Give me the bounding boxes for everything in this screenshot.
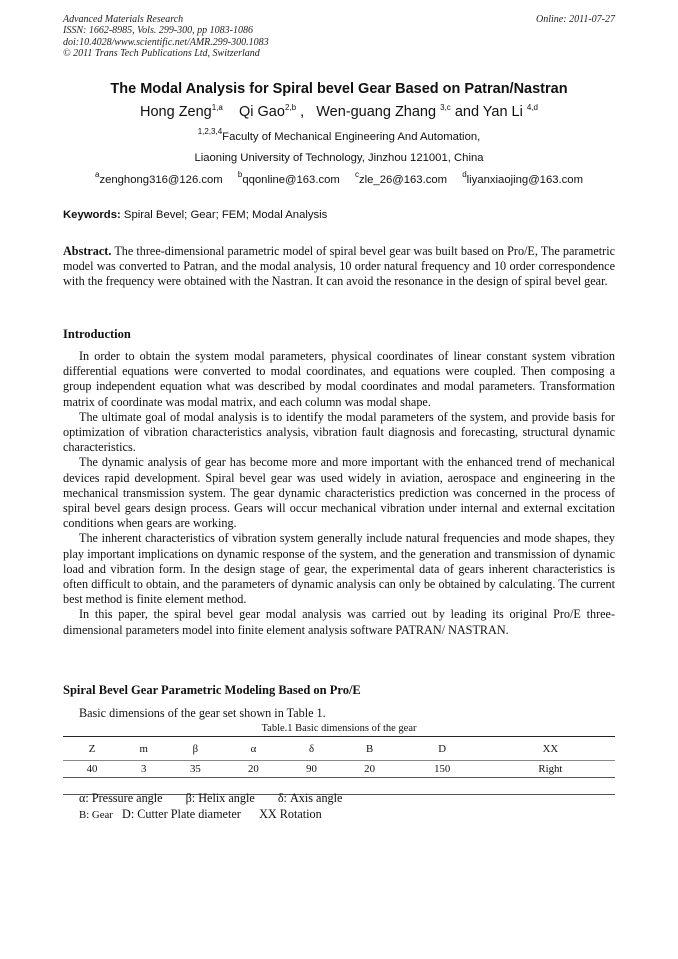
paragraph: In this paper, the spiral bevel gear modal analysis was carried out by leading its original Pro/E three-dimensional parameters model into finite element analysis software PATRAN/ NASTRAN. <box>63 607 615 637</box>
author-name: Qi Gao <box>239 104 285 120</box>
author-separator: , <box>300 104 305 120</box>
affiliation-line-2: Liaoning University of Technology, Jinzhou 121001, China <box>194 152 484 164</box>
online-date: Online: 2011-07-27 <box>536 14 615 25</box>
legend-item: β: Helix angle <box>185 791 255 805</box>
email-item <box>462 170 583 186</box>
legend-item: D: Cutter Plate diameter <box>122 807 241 821</box>
table-row <box>63 761 615 778</box>
table-header-cell: m <box>121 737 166 761</box>
table-cell: 20 <box>341 761 399 778</box>
email-item <box>237 170 340 186</box>
table-cell: 20 <box>224 761 282 778</box>
email-item <box>94 170 223 186</box>
keywords-label: Keywords: <box>63 209 121 221</box>
legend-item: XX Rotation <box>259 807 322 821</box>
introduction-body <box>63 349 615 638</box>
table-cell: 40 <box>63 761 121 778</box>
author-name: Yan Li <box>482 104 523 120</box>
journal-name: Advanced Materials Research <box>63 14 184 25</box>
paragraph: The dynamic analysis of gear has become more and more important with the enhanced trend of mechanical devices rapid development. Spiral bevel gear was used widely in aviation, aerospace and engineering in the mechanical transmission system. The gear dynamic characteristics prediction was concerned in the process of spiral bevel gears design process. Gears will occur mechanical vibration under internal and external excitation conditions when gears are working. <box>63 455 615 531</box>
author-sup: 4,d <box>526 103 538 112</box>
abstract-text: The three-dimensional parametric model of spiral bevel gear was built based on Pro/E, The parametric model was converted to Patran, and the modal analysis, 10 order natural frequency and 10 order correspondence with the frequency were obtained with the Nastran. It can avoid the resonance in the design of spiral bevel gear. <box>63 244 615 289</box>
table-cell: 90 <box>282 761 340 778</box>
abstract <box>63 244 615 290</box>
email-address: zenghong316@126.com <box>99 174 223 186</box>
paragraph: The inherent characteristics of vibration system generally include natural frequencies and mode shapes, they play important implications on dynamic response of the system, and the generation and transmission of dynamic load and vibration form. In the design stage of gear, the experimental data of gears inherent characteristics is often difficult to obtain, and the parameters of dynamic analysis can only be obtained by calculating. The current best method is finite element method. <box>63 531 615 607</box>
email-item <box>354 170 448 186</box>
table-header-cell: XX <box>486 737 615 761</box>
email-list <box>0 170 678 186</box>
table-cell: 35 <box>166 761 224 778</box>
gear-dimensions-table <box>63 736 615 795</box>
paragraph: The ultimate goal of modal analysis is to identify the modal parameters of the system, and provide basis for optimization of vibration characteristics analysis, vibration fault diagnosis and forecasting, structural dynamic characteristics. <box>63 409 615 455</box>
table-cell: Right <box>486 761 615 778</box>
table-caption: Table.1 Basic dimensions of the gear <box>261 723 417 734</box>
abstract-label: Abstract. <box>63 244 112 258</box>
author-name: Wen-guang Zhang <box>316 104 437 120</box>
table-cell: 3 <box>121 761 166 778</box>
paper-title: The Modal Analysis for Spiral bevel Gear Based on Patran/Nastran <box>110 81 568 97</box>
legend-item: α: Pressure angle <box>79 791 163 805</box>
author-and: and <box>454 104 480 120</box>
affiliation-line-1 <box>0 127 678 143</box>
email-address: liyanxiaojing@163.com <box>466 174 583 186</box>
journal-doi: doi:10.4028/www.scientific.net/AMR.299-300.1083 <box>63 36 269 48</box>
table-header-cell: B <box>341 737 399 761</box>
section-heading-introduction: Introduction <box>63 327 131 341</box>
email-address: zle_26@163.com <box>358 174 448 186</box>
affiliation-text-1: Faculty of Mechanical Engineering And Automation, <box>222 131 481 143</box>
legend-item: δ: Axis angle <box>277 791 343 805</box>
section-heading-modeling: Spiral Bevel Gear Parametric Modeling Based on Pro/E <box>63 683 361 697</box>
journal-header <box>63 14 269 60</box>
author-sup: 2,b <box>284 103 297 112</box>
legend-item: B: Gear <box>79 809 113 821</box>
table-header-cell: δ <box>282 737 340 761</box>
journal-copyright: © 2011 Trans Tech Publications Ltd, Switzerland <box>63 48 260 60</box>
affiliation-sup: 1,2,3,4 <box>197 127 223 136</box>
author-sup: 3,c <box>440 103 451 112</box>
email-sup: b <box>237 170 243 179</box>
table-cell: 150 <box>399 761 486 778</box>
table-header-cell: β <box>166 737 224 761</box>
table-intro-text: Basic dimensions of the gear set shown in Table 1. <box>79 706 326 720</box>
table-legend-line-2 <box>79 807 322 822</box>
table-header-row <box>63 737 615 761</box>
keywords-text: Spiral Bevel; Gear; FEM; Modal Analysis <box>123 209 328 221</box>
table-header-cell: Z <box>63 737 121 761</box>
keywords <box>63 209 615 221</box>
table-header-cell: α <box>224 737 282 761</box>
author-list <box>0 104 678 120</box>
table-header-cell: D <box>399 737 486 761</box>
email-sup: a <box>94 170 100 179</box>
journal-issn: ISSN: 1662-8985, Vols. 299-300, pp 1083-1086 <box>63 25 253 37</box>
table-legend-line-1 <box>79 791 362 806</box>
email-sup: c <box>354 170 359 179</box>
author-name: Hong Zeng <box>140 104 212 120</box>
email-address: qqonline@163.com <box>242 174 340 186</box>
paragraph: In order to obtain the system modal parameters, physical coordinates of linear constant system vibration differential equations were converted to modal coordinates, and equations were coupled. Then composing a group independent equation what was described by modal coordinates and modal parameters. Transformation matrix of coordinate was modal matrix, and each column was modal shape. <box>63 349 615 409</box>
email-sup: d <box>462 170 467 179</box>
author-sup: 1,a <box>211 103 223 112</box>
